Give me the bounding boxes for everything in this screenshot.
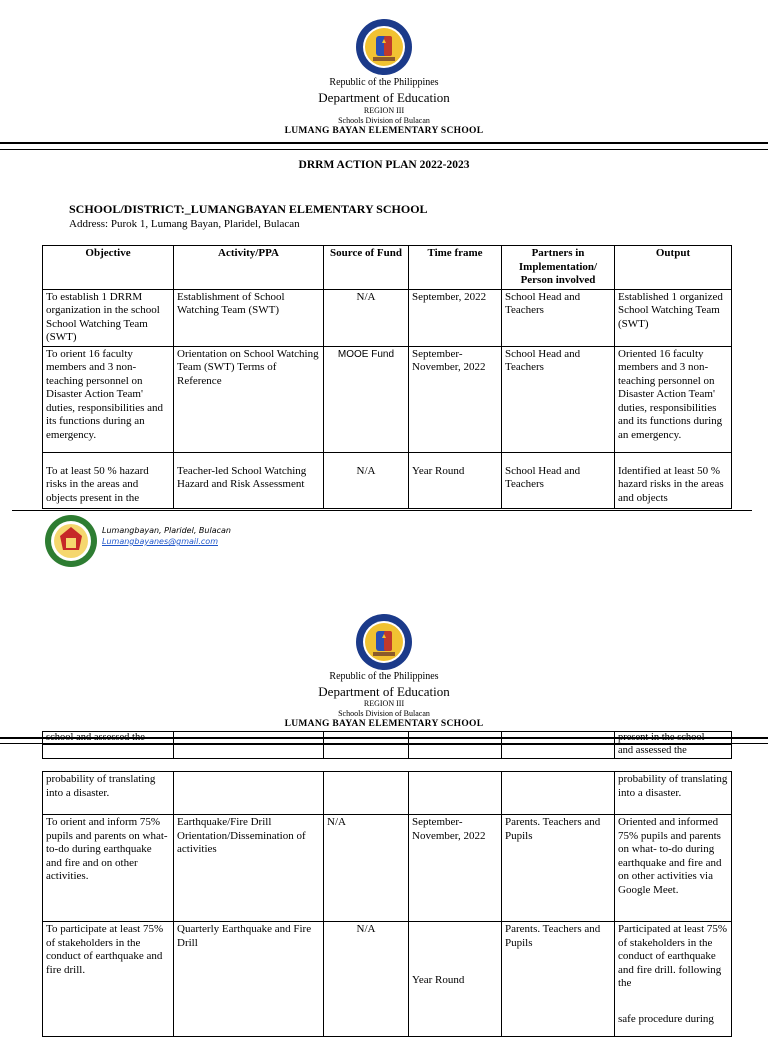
cell-output: and assessed the [615,745,732,759]
header-school: LUMANG BAYAN ELEMENTARY SCHOOL [284,719,484,729]
plan-title: DRRM ACTION PLAN 2022-2023 [298,159,470,171]
cell-output [615,922,732,1037]
table-row [43,289,732,346]
drrm-table-overlap [42,731,732,759]
cell-output-tail: safe procedure during [618,1012,714,1025]
cell-partners: School Head and Teachers [502,346,615,452]
school-address: Address: Purok 1, Lumang Bayan, Plaridel, Bulacan [69,218,300,230]
cell-partners: Parents. Teachers and Pupils [502,922,615,1037]
cell-activity: Teacher-led School Watching Hazard and Risk Assessment [174,452,324,508]
cell-partners: School Head and Teachers [502,289,615,346]
cell-activity: Establishment of School Watching Team (SWT) [174,289,324,346]
deped-seal-icon [355,613,413,671]
table-header-row [43,246,732,290]
cell-output: Oriented and informed 75% pupils and parents on what- to-do during earthquake and fire and on other activities via Google Meet. [615,815,732,922]
header-region: REGION III [363,699,405,708]
deped-seal-icon [355,18,413,76]
header-school: LUMANG BAYAN ELEMENTARY SCHOOL [284,126,484,136]
cell-partners: Parents. Teachers and Pupils [502,815,615,922]
header-region: REGION III [363,106,405,115]
header-divider [0,142,768,144]
cell-partners: School Head and Teachers [502,452,615,508]
footer-address: Lumangbayan, Plaridel, Bulacan [102,526,231,535]
cell-fund: N/A [324,922,409,1037]
cell-objective: To orient 16 faculty members and 3 non-teaching personnel on Disaster Action Team' duties, responsibilities and its functions during an emergency. [43,346,174,452]
header-department: Department of Education [318,684,450,699]
cell-timeframe: Year Round [409,922,502,1037]
cell-timeframe [409,745,502,759]
cell-objective [43,745,174,759]
cell-fund: N/A [324,815,409,922]
cell-timeframe: Year Round [409,452,502,508]
col-header-activity: Activity/PPA [174,246,324,290]
cell-timeframe [409,772,502,815]
drrm-table-page1 [42,245,732,509]
table-row [43,452,732,508]
header-department: Department of Education [318,90,450,105]
cell-fund: N/A [324,289,409,346]
cell-output: Established 1 organized School Watching Team (SWT) [615,289,732,346]
col-header-timeframe: Time frame [409,246,502,290]
cell-activity [174,745,324,759]
col-header-objective: Objective [43,246,174,290]
footer-email-link[interactable]: Lumangbayanes@gmail.com [102,537,218,546]
cell-activity: Orientation on School Watching Team (SWT) Terms of Reference [174,346,324,452]
drrm-table-page2 [42,771,732,1037]
header-divider [0,149,768,150]
cell-partners [502,772,615,815]
cell-objective: To orient and inform 75% pupils and parents on what- to-do during earthquake and fire and on other activities. [43,815,174,922]
col-header-partners: Partners in Implementation/ Person involved [502,246,615,290]
cell-timeframe: September-November, 2022 [409,815,502,922]
table-row [43,772,732,815]
col-header-fund: Source of Fund [324,246,409,290]
header-division: Schools Division of Bulacan [338,709,430,718]
cell-activity [174,772,324,815]
cell-objective: To participate at least 75% of stakeholders in the conduct of earthquake and fire drill. [43,922,174,1037]
header-divider [0,743,768,744]
cell-activity: Earthquake/Fire Drill Orientation/Dissemination of activities [174,815,324,922]
col-header-output: Output [615,246,732,290]
cell-fund [324,745,409,759]
school-logo-icon [44,514,98,568]
cell-fund [324,772,409,815]
cell-objective: probability of translating into a disaster. [43,772,174,815]
header-division: Schools Division of Bulacan [338,116,430,125]
cell-objective: To at least 50 % hazard risks in the areas and objects present in the [43,452,174,508]
cell-partners [502,745,615,759]
table-row [43,346,732,452]
table-row [43,815,732,922]
school-district: SCHOOL/DISTRICT:_LUMANGBAYAN ELEMENTARY SCHOOL [69,202,428,216]
cell-activity: Quarterly Earthquake and Fire Drill [174,922,324,1037]
cell-fund: N/A [324,452,409,508]
footer-divider [12,510,752,511]
table-row [43,745,732,759]
cell-output: probability of translating into a disaster. [615,772,732,815]
cell-timeframe: September, 2022 [409,289,502,346]
cell-output: Oriented 16 faculty members and 3 non-teaching personnel on Disaster Action Team' duties, responsibilities and its functions during an emergency. [615,346,732,452]
header-divider [0,737,768,739]
header-republic: Republic of the Philippines [329,671,439,682]
cell-output: Identified at least 50 % hazard risks in the areas and objects [615,452,732,508]
cell-output-text: Participated at least 75% of stakeholders in the conduct of earthquake and fire drill. following the [618,923,728,989]
table-row [43,922,732,1037]
header-republic: Republic of the Philippines [329,77,439,88]
cell-timeframe: September-November, 2022 [409,346,502,452]
cell-fund: MOOE Fund [324,346,409,452]
cell-objective: To establish 1 DRRM organization in the school School Watching Team (SWT) [43,289,174,346]
